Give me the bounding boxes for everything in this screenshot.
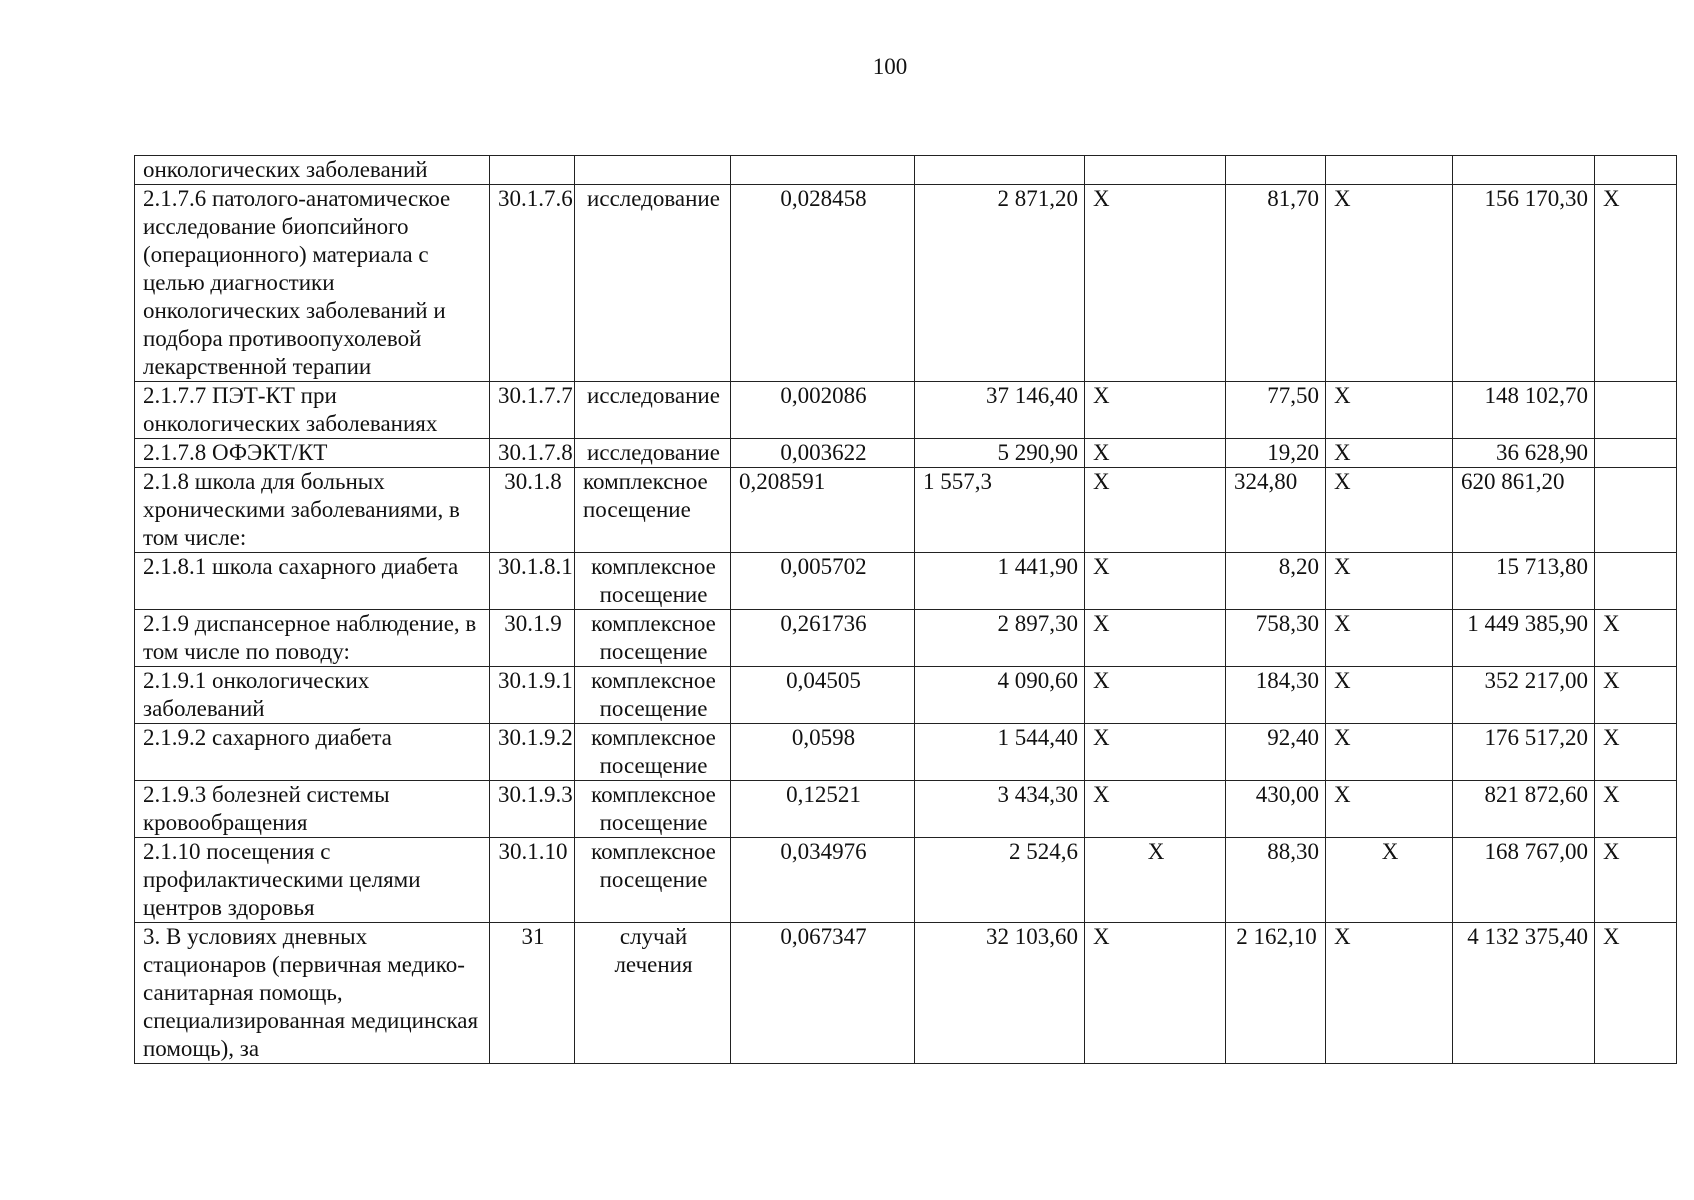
row-code: 30.1.9.1 bbox=[490, 667, 575, 724]
row-sum: 156 170,30 bbox=[1453, 185, 1595, 382]
row-norm: 0,261736 bbox=[731, 610, 915, 667]
row-unit: комплексное посещение bbox=[575, 667, 731, 724]
row-sum: 352 217,00 bbox=[1453, 667, 1595, 724]
row-unit: комплексное посещение bbox=[575, 838, 731, 923]
row-code: 30.1.7.7 bbox=[490, 382, 575, 439]
row-name: 3. В условиях дневных стационаров (первичная медико-санитарная помощь, специализированная медицинская помощь), за bbox=[135, 923, 490, 1064]
row-cost: 1 557,3 bbox=[915, 468, 1085, 553]
row-code: 30.1.8 bbox=[490, 468, 575, 553]
row-code: 31 bbox=[490, 923, 575, 1064]
table-row bbox=[135, 923, 1677, 1064]
row-code: 30.1.9 bbox=[490, 610, 575, 667]
table-row bbox=[135, 838, 1677, 923]
row-x3: Х bbox=[1595, 923, 1677, 1064]
row-cost: 1 441,90 bbox=[915, 553, 1085, 610]
row-name: 2.1.9.3 болезней системы кровообращения bbox=[135, 781, 490, 838]
row-x1 bbox=[1085, 156, 1226, 185]
row-x3 bbox=[1595, 382, 1677, 439]
row-x2: Х bbox=[1326, 382, 1453, 439]
row-x1: Х bbox=[1085, 468, 1226, 553]
row-x2: Х bbox=[1326, 553, 1453, 610]
row-x3: Х bbox=[1595, 781, 1677, 838]
row-code: 30.1.9.2 bbox=[490, 724, 575, 781]
row-norm: 0,005702 bbox=[731, 553, 915, 610]
row-sum: 620 861,20 bbox=[1453, 468, 1595, 553]
row-sum: 176 517,20 bbox=[1453, 724, 1595, 781]
row-volume: 2 162,10 bbox=[1226, 923, 1326, 1064]
row-code: 30.1.9.3 bbox=[490, 781, 575, 838]
row-unit: комплексное посещение bbox=[575, 553, 731, 610]
row-x1: Х bbox=[1085, 923, 1226, 1064]
row-x3 bbox=[1595, 439, 1677, 468]
table-row bbox=[135, 439, 1677, 468]
row-cost: 1 544,40 bbox=[915, 724, 1085, 781]
row-cost: 2 871,20 bbox=[915, 185, 1085, 382]
row-volume: 324,80 bbox=[1226, 468, 1326, 553]
row-norm: 0,034976 bbox=[731, 838, 915, 923]
row-cost: 5 290,90 bbox=[915, 439, 1085, 468]
row-unit: случай лечения bbox=[575, 923, 731, 1064]
row-norm: 0,003622 bbox=[731, 439, 915, 468]
row-volume: 88,30 bbox=[1226, 838, 1326, 923]
row-unit: комплексное посещение bbox=[575, 781, 731, 838]
row-sum: 148 102,70 bbox=[1453, 382, 1595, 439]
row-norm: 0,067347 bbox=[731, 923, 915, 1064]
row-name: 2.1.7.6 патолого-анатомическое исследование биопсийного (операционного) материала с целью диагностики онкологических заболеваний и подбора противоопухолевой лекарственной терапии bbox=[135, 185, 490, 382]
row-sum: 15 713,80 bbox=[1453, 553, 1595, 610]
row-x3: Х bbox=[1595, 724, 1677, 781]
row-code: 30.1.7.8 bbox=[490, 439, 575, 468]
row-volume: 19,20 bbox=[1226, 439, 1326, 468]
row-norm: 0,04505 bbox=[731, 667, 915, 724]
row-sum: 168 767,00 bbox=[1453, 838, 1595, 923]
page-number: 100 bbox=[872, 54, 908, 79]
table-row bbox=[135, 781, 1677, 838]
row-name: 2.1.7.7 ПЭТ-КТ при онкологических заболеваниях bbox=[135, 382, 490, 439]
row-x3 bbox=[1595, 156, 1677, 185]
row-name: 2.1.9.1 онкологических заболеваний bbox=[135, 667, 490, 724]
row-x2 bbox=[1326, 156, 1453, 185]
row-unit: исследование bbox=[575, 439, 731, 468]
row-x2: Х bbox=[1326, 610, 1453, 667]
row-unit bbox=[575, 156, 731, 185]
row-code: 30.1.7.6 bbox=[490, 185, 575, 382]
row-x1: Х bbox=[1085, 781, 1226, 838]
row-x1: Х bbox=[1085, 185, 1226, 382]
table-row bbox=[135, 468, 1677, 553]
row-cost: 2 524,6 bbox=[915, 838, 1085, 923]
row-x2: Х bbox=[1326, 781, 1453, 838]
row-x3: Х bbox=[1595, 667, 1677, 724]
row-x2: Х bbox=[1326, 667, 1453, 724]
row-code: 30.1.8.1 bbox=[490, 553, 575, 610]
row-sum: 821 872,60 bbox=[1453, 781, 1595, 838]
row-volume: 184,30 bbox=[1226, 667, 1326, 724]
table-row bbox=[135, 185, 1677, 382]
row-volume: 92,40 bbox=[1226, 724, 1326, 781]
row-name: онкологических заболеваний bbox=[135, 156, 490, 185]
row-cost: 32 103,60 bbox=[915, 923, 1085, 1064]
row-unit: комплексное посещение bbox=[575, 468, 731, 553]
row-unit: исследование bbox=[575, 185, 731, 382]
row-volume: 81,70 bbox=[1226, 185, 1326, 382]
row-code bbox=[490, 156, 575, 185]
table-row bbox=[135, 667, 1677, 724]
row-cost: 2 897,30 bbox=[915, 610, 1085, 667]
row-norm: 0,208591 bbox=[731, 468, 915, 553]
row-volume: 8,20 bbox=[1226, 553, 1326, 610]
row-x2: Х bbox=[1326, 923, 1453, 1064]
row-norm: 0,12521 bbox=[731, 781, 915, 838]
row-cost: 37 146,40 bbox=[915, 382, 1085, 439]
row-volume: 758,30 bbox=[1226, 610, 1326, 667]
row-x3: Х bbox=[1595, 610, 1677, 667]
row-x2: Х bbox=[1326, 724, 1453, 781]
table-row bbox=[135, 382, 1677, 439]
row-x3: Х bbox=[1595, 838, 1677, 923]
row-unit: исследование bbox=[575, 382, 731, 439]
row-sum bbox=[1453, 156, 1595, 185]
row-name: 2.1.8 школа для больных хроническими заболеваниями, в том числе: bbox=[135, 468, 490, 553]
row-x2: Х bbox=[1326, 439, 1453, 468]
row-sum: 4 132 375,40 bbox=[1453, 923, 1595, 1064]
row-sum: 36 628,90 bbox=[1453, 439, 1595, 468]
row-x1: Х bbox=[1085, 838, 1226, 923]
row-x3: Х bbox=[1595, 185, 1677, 382]
row-volume: 77,50 bbox=[1226, 382, 1326, 439]
row-x3 bbox=[1595, 553, 1677, 610]
row-norm bbox=[731, 156, 915, 185]
row-name: 2.1.9.2 сахарного диабета bbox=[135, 724, 490, 781]
row-volume: 430,00 bbox=[1226, 781, 1326, 838]
row-cost: 3 434,30 bbox=[915, 781, 1085, 838]
row-cost: 4 090,60 bbox=[915, 667, 1085, 724]
row-cost bbox=[915, 156, 1085, 185]
row-x1: Х bbox=[1085, 724, 1226, 781]
row-x1: Х bbox=[1085, 667, 1226, 724]
table-row bbox=[135, 553, 1677, 610]
row-x1: Х bbox=[1085, 610, 1226, 667]
row-norm: 0,002086 bbox=[731, 382, 915, 439]
row-name: 2.1.8.1 школа сахарного диабета bbox=[135, 553, 490, 610]
table-row bbox=[135, 610, 1677, 667]
row-x1: Х bbox=[1085, 553, 1226, 610]
row-x3 bbox=[1595, 468, 1677, 553]
row-sum: 1 449 385,90 bbox=[1453, 610, 1595, 667]
row-unit: комплексное посещение bbox=[575, 610, 731, 667]
row-volume bbox=[1226, 156, 1326, 185]
table-row bbox=[135, 156, 1677, 185]
row-x1: Х bbox=[1085, 439, 1226, 468]
table-row bbox=[135, 724, 1677, 781]
row-x1: Х bbox=[1085, 382, 1226, 439]
row-code: 30.1.10 bbox=[490, 838, 575, 923]
row-norm: 0,028458 bbox=[731, 185, 915, 382]
row-name: 2.1.7.8 ОФЭКТ/КТ bbox=[135, 439, 490, 468]
row-name: 2.1.10 посещения с профилактическими целями центров здоровья bbox=[135, 838, 490, 923]
row-x2: Х bbox=[1326, 185, 1453, 382]
row-norm: 0,0598 bbox=[731, 724, 915, 781]
row-x2: Х bbox=[1326, 468, 1453, 553]
row-x2: Х bbox=[1326, 838, 1453, 923]
row-unit: комплексное посещение bbox=[575, 724, 731, 781]
financing-table bbox=[134, 155, 1677, 1064]
row-name: 2.1.9 диспансерное наблюдение, в том числе по поводу: bbox=[135, 610, 490, 667]
